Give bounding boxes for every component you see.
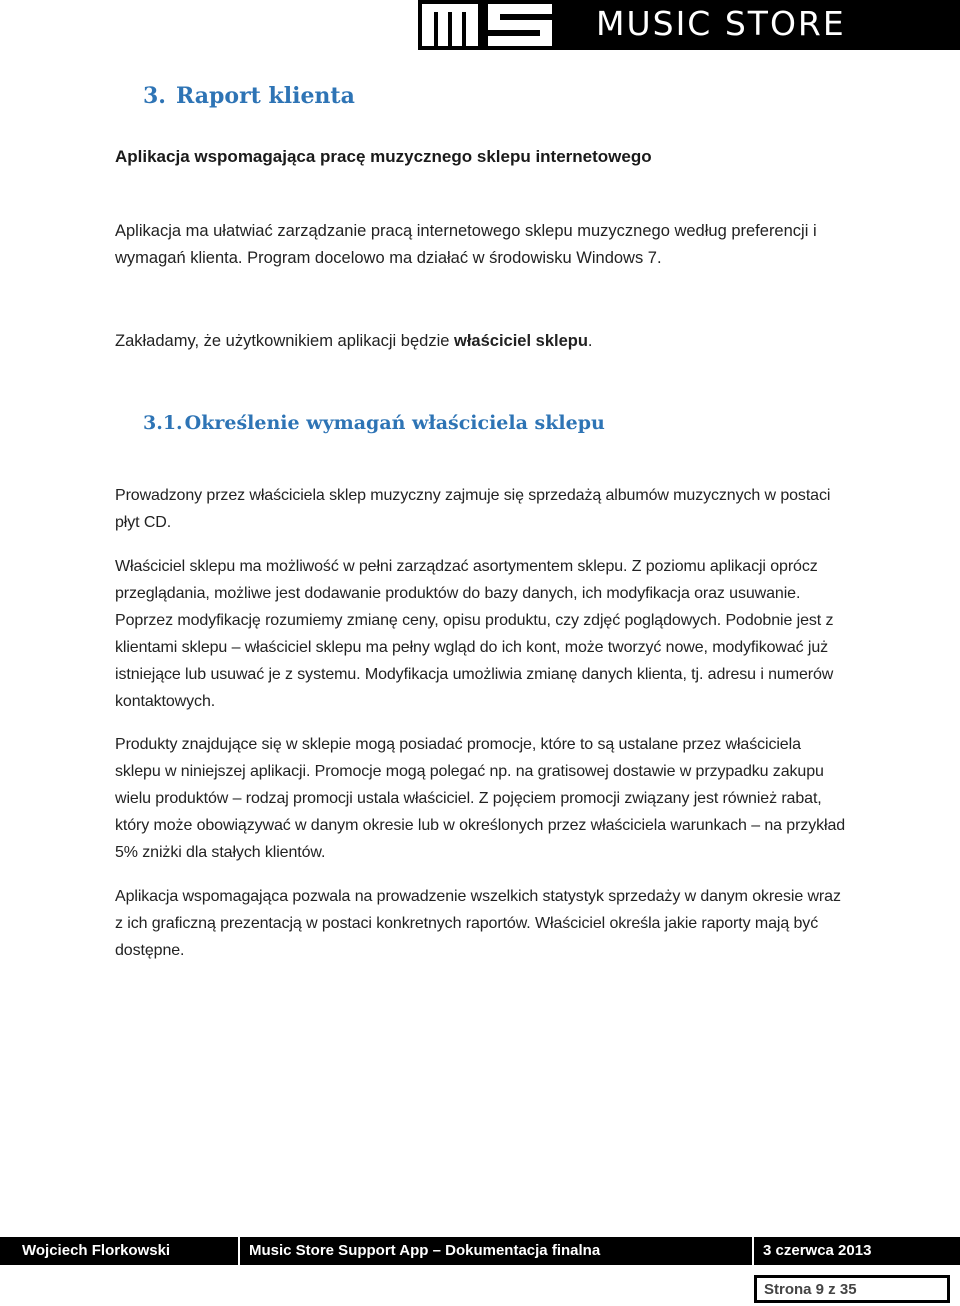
section-heading — [143, 83, 355, 109]
footer-document-title: Music Store Support App – Dokumentacja finalna — [249, 1242, 601, 1259]
ms-logo-mark-icon — [418, 0, 588, 50]
footer-divider — [238, 1237, 240, 1265]
subsection-number: 3.1. — [143, 412, 183, 434]
footer-date: 3 czerwca 2013 — [763, 1242, 872, 1259]
page-footer — [0, 1237, 960, 1265]
assumption-suffix: . — [587, 332, 593, 350]
assumption-text: Zakładamy, że użytkownikiem aplikacji będzie — [115, 332, 454, 350]
intro-paragraph: Aplikacja ma ułatwiać zarządzanie pracą internetowego sklepu muzycznego według preferencji i wymagań klienta. Program docelowo ma działać w środowisku Windows 7. — [115, 222, 817, 267]
body-paragraph: Produkty znajdujące się w sklepie mogą posiadać promocje, które to są ustalane przez właściciela sklepu w niniejszej aplikacji. Promocje mogą polegać np. na gratisowej dostawie w przypadku zakupu wielu produktów – rodzaj promocji ustala właściciel. Z pojęciem promocji związany jest również rabat, który może obowiązywać w danym okresie lub w określonych przez właściciela warunkach – na przykład 5% zniżki dla stałych klientów. — [115, 736, 846, 861]
assumption-bold: właściciel sklepu — [454, 332, 588, 350]
subsection-title: Określenie wymagań właściciela sklepu — [184, 412, 605, 434]
body-paragraph: Prowadzony przez właściciela sklep muzyczny zajmuje się sprzedażą albumów muzycznych w postaci płyt CD. — [115, 487, 831, 531]
footer-divider — [752, 1237, 754, 1265]
subsection-heading — [143, 412, 605, 434]
assumption-paragraph — [115, 328, 850, 355]
footer-author: Wojciech Florkowski — [22, 1242, 171, 1259]
page-number: Strona 9 z 35 — [764, 1281, 857, 1298]
logo-text: MUSIC STORE — [596, 4, 846, 43]
section-subtitle: Aplikacja wspomagająca pracę muzycznego sklepu internetowego — [115, 147, 652, 166]
section-title: Raport klienta — [175, 83, 355, 109]
body-paragraph: Właściciel sklepu ma możliwość w pełni zarządzać asortymentem sklepu. Z poziomu aplikacji oprócz przeglądania, możliwe jest dodawanie produktów do bazy danych, ich modyfikacja oraz usuwanie. Poprzez modyfikację rozumiemy zmianę ceny, opisu produktu, czy zdjęć poglądowych. Podobnie jest z klientami sklepu – właściciel sklepu ma pełny wgląd do ich kont, może tworzyć nowe, modyfikować już istniejące lub usuwać je z systemu. Modyfikacja umożliwia zmianę danych klienta, tj. adresu i numerów kontaktowych. — [115, 558, 834, 710]
music-store-logo — [418, 0, 960, 50]
section-number: 3. — [143, 83, 166, 109]
body-paragraph: Aplikacja wspomagająca pozwala na prowadzenie wszelkich statystyk sprzedaży w danym okresie wraz z ich graficzną prezentacją w postaci konkretnych raportów. Właściciel określa jakie raporty mają być dostępne. — [115, 888, 841, 959]
page-number-box — [754, 1275, 950, 1303]
